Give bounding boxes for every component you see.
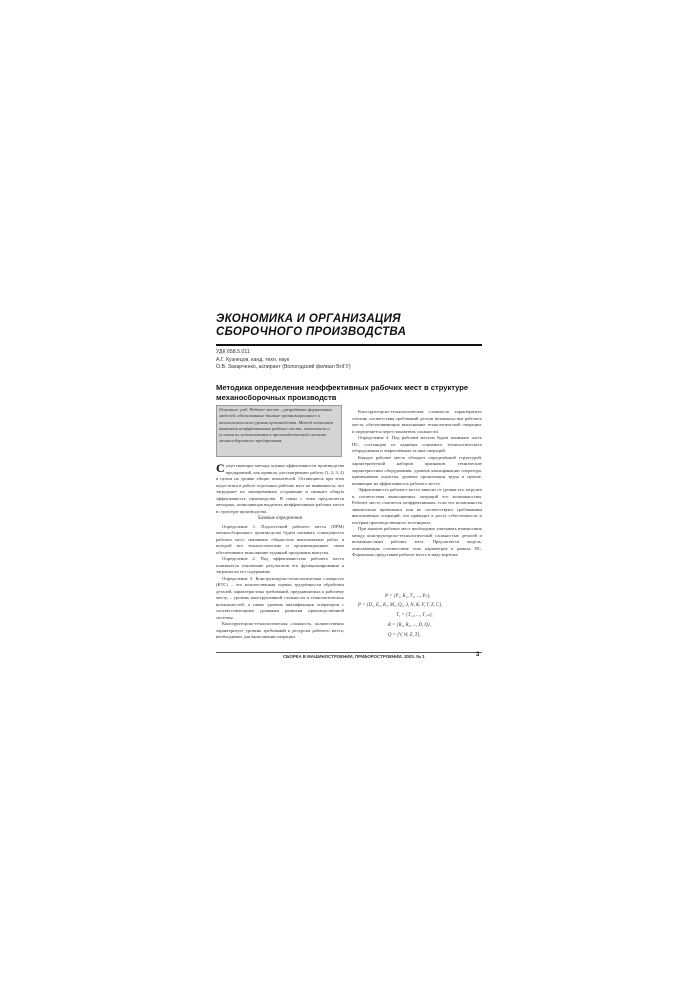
right-para-2: Определение 4. Под рабочим местом будем понимать часть ПС, состоящую из единицы основного технологического оборудования и закреплённых за ним операций. [352, 435, 482, 453]
subheading: Базовые определения [258, 516, 302, 521]
formula-1: Р = {P₁, K₁, Т₁, ..., Pₙ}, [385, 594, 431, 599]
section-title: ЭКОНОМИКА И ОРГАНИЗАЦИЯ СБОРОЧНОГО ПРОИЗВОДСТВА [216, 313, 407, 338]
left-para-1: уществующие методы оценки эффективности производства предприятий, как правило, рассматривают работу (1, 2, 3, 4) в целом на уровне общих показателей. Остающиеся при этом недостатки в работе отдельных рабочих мест не выявляются, что затрудняет их своевременное устранение и снижает общую эффективность производства. В связи с этим предлагается методика, позволяющая выделить неэффективные рабочие места в структуре производства. [216, 463, 344, 514]
left-para-5: Конструкторско-технологическая сложность, количественно характеризует уровень требований к ресурсам рабочего места, необходимых для выполнения операции. [216, 621, 344, 639]
article-title: Методика определения неэффективных рабочих мест в структуре механосборочных производств [216, 383, 469, 402]
right-column [352, 409, 482, 559]
formula-3: Т₁ = {Т₁₁, ..., Т₁ₘ}, [396, 613, 433, 618]
right-para-3: Каждое рабочее место обладает определённой структурой, характеризуемой набором признаков: технические характеристики оборудования, уровень квалификации оператора, применяемая оснастка, уровень организации труда и прочие, влияющие на эффективность рабочего места. [352, 454, 482, 486]
footer-divider [216, 652, 482, 653]
page-number: 3 [476, 652, 480, 658]
author-line-2: О.В. Захарченко, аспирант (Вологодский филиал ВлГУ) [216, 364, 351, 370]
right-para-1: Конструкторско-технологическая сложность характеризует степень соответствия требований детали возможностям рабочего места, обеспечивающих выполнение технологической операции, и определяется через показатель сложности. [352, 409, 482, 434]
author-line-1: А.Г. Кузнецов, канд. техн. наук [216, 357, 290, 363]
left-column [216, 463, 344, 641]
abstract-box: Описание: раб. Рабочее место – разработка формальных моделей, обоснованные данные организационного и технологического уровня производства. Метод позволяет выявлять неэффективные рабочие места, показатели и условия их использования в производственной системе механосборочного предприятия. [216, 405, 342, 457]
journal-footer: СБОРКА В МАШИНОСТРОЕНИИ, ПРИБОРОСТРОЕНИИ. 2003. № 1 [283, 654, 425, 659]
left-para-2: Определение 1. Подсистемой рабочего места (ПРМ) механосборочного производства будем называть совокупность рабочих мест, связанных общностью выполняемых работ, в которой все технологические и организационные связи обеспечивают выполнение заданной программы выпуска. [216, 523, 344, 555]
formula-2: Р = {D₁, E₁, R₁, М₁, Q₁, З, N, K, F, T, Z, C}, [358, 603, 443, 608]
formula-4: R = {R₁, R₂, ..., D, Q}, [388, 623, 431, 628]
dropcap: С [216, 461, 225, 475]
left-para-3: Определение 2. Под эффективностью рабочего места понимается отношение результатов его функционирования к затратам на его содержание. [216, 556, 344, 574]
right-para-4: Эффективность рабочего места зависит от уровня его загрузки и соответствия выполняемых операций его возможностям. Рабочее место считается неэффективным, если его возможности значительно превышают или не соответствуют требованиям выполняемых операций, что приводит к росту себестоимости и потерям производственного потенциала. [352, 487, 482, 525]
formula-5: Q = {V, W, Z, T}, [388, 633, 421, 638]
right-para-5: При анализе рабочих мест необходимо учитывать взаимосвязь между конструкторско-технологической сложностью деталей и возможностями рабочих мест. Предлагается модель, описывающая соответствие этих параметров в рамках ПС. Формально представим рабочее место в виде кортежа: [352, 526, 482, 557]
udc-code: УДК 658.5.011 [216, 349, 250, 355]
section-divider [216, 344, 482, 346]
left-para-4: Определение 3. Конструкторско-технологическая сложность (КТС) – это количественная оценка трудоёмкости обработки деталей, характеристика требований, предъявляемых к рабочему месту, – уровень конструктивной сложности и технологических возможностей, а также уровень квалификации операторов с соответствующими уровнями развития производственной системы. [216, 575, 344, 620]
